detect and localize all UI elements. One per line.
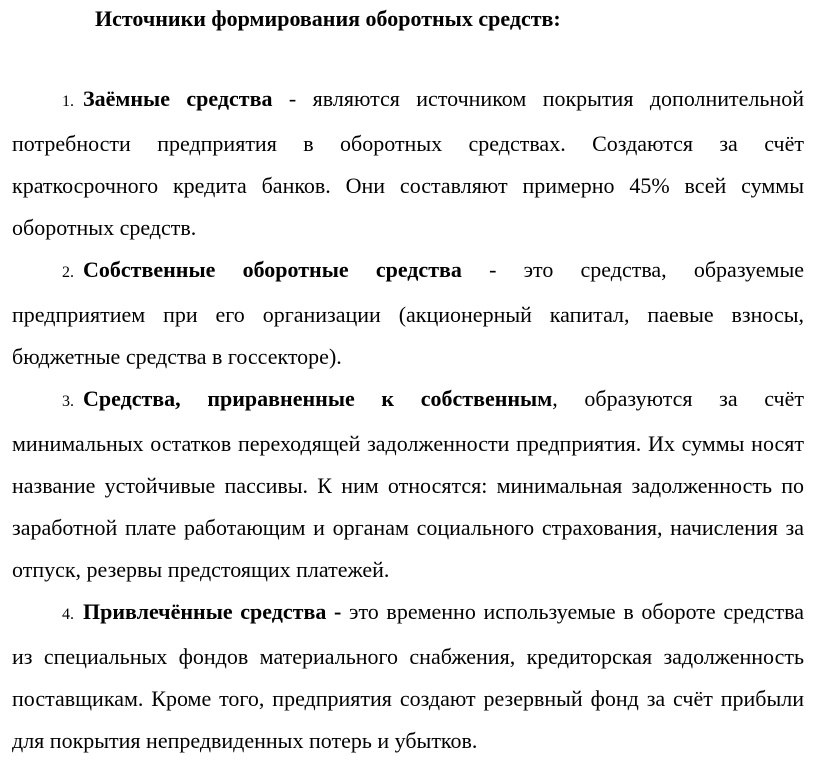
list-item-number: 2. bbox=[62, 264, 74, 281]
document-page bbox=[12, 0, 804, 762]
list-item-text: - это средства, образуемые предприятием при его организации (акционерный капитал, паевые взносы, бюджетные средства в госсекторе). bbox=[12, 257, 804, 369]
list-item-attracted-funds bbox=[12, 591, 804, 762]
list-item-own-working-capital bbox=[12, 249, 804, 378]
list-item-number: 1. bbox=[62, 93, 74, 110]
list-item-term: Средства, приравненные к собственным bbox=[83, 386, 553, 411]
list-item-text: , образуются за счёт минимальных остатков переходящей задолженности предприятия. Их суммы носят название устойчивые пассивы. К ним относятся: минимальная задолженность по заработной плате работающим и органам социального страхования, начисления за отпуск, резервы предстоящих платежей. bbox=[12, 386, 804, 582]
list-item-term: Привлечённые средства - bbox=[83, 599, 342, 624]
list-item-term: Заёмные средства bbox=[83, 86, 273, 111]
document-title: Источники формирования оборотных средств: bbox=[95, 6, 561, 31]
list-item-equivalent-funds bbox=[12, 378, 804, 591]
list-item-number: 3. bbox=[62, 393, 74, 410]
list-item-text: - являются источником покрытия дополнительной потребности предприятия в оборотных средствах. Создаются за счёт краткосрочного кредита банков. Они составляют примерно 45% всей суммы оборотных средств. bbox=[12, 86, 804, 240]
list-item-term: Собственные оборотные средства bbox=[83, 257, 462, 282]
list-item-text: это временно используемые в обороте средства из специальных фондов материального снабжения, кредиторская задолженность поставщикам. Кроме того, предприятия создают резервный фонд за счёт прибыли для покрытия непредвиденных потерь и убытков. bbox=[12, 599, 804, 753]
list-item-borrowed-funds bbox=[12, 78, 804, 249]
list-item-number: 4. bbox=[62, 606, 74, 623]
